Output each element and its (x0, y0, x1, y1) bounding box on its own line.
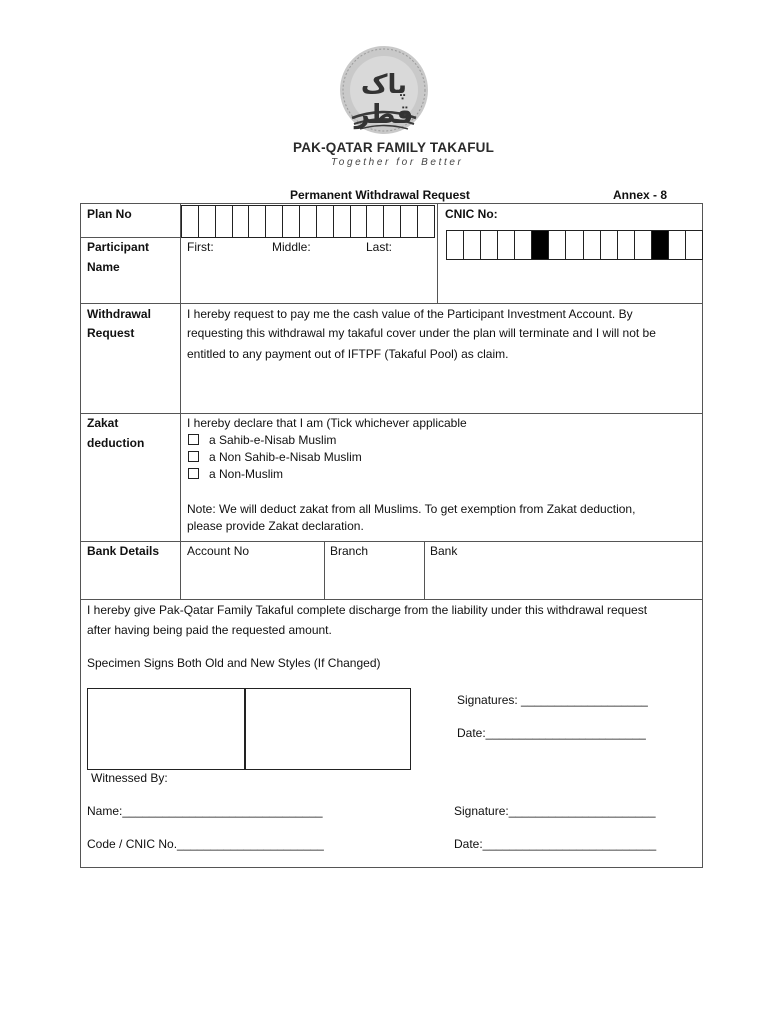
character-cell[interactable] (447, 231, 464, 259)
zakat-option-sahib-e-nisab[interactable]: a Sahib-e-Nisab Muslim (188, 430, 336, 450)
character-cell[interactable] (384, 206, 401, 237)
zakat-option-non-muslim[interactable]: a Non-Muslim (188, 464, 283, 484)
cnic-cells[interactable] (446, 230, 703, 260)
specimen-signature-box-new[interactable] (244, 688, 411, 770)
participant-label-2: Name (87, 260, 120, 274)
withdrawal-label-2: Request (87, 326, 135, 340)
bank-field[interactable]: Bank (430, 544, 458, 558)
character-cell[interactable] (584, 231, 601, 259)
zakat-label-1: Zakat (87, 416, 119, 430)
table-border-top (80, 203, 703, 204)
bank-divider-bank (424, 541, 425, 600)
zakat-declaration-text: I hereby declare that I am (Tick whichever applicable (187, 416, 467, 430)
character-cell[interactable] (300, 206, 317, 237)
withdrawal-label-1: Withdrawal (87, 307, 151, 321)
character-cell[interactable] (317, 206, 334, 237)
logo-script-text: پاک قطر (354, 70, 414, 130)
date-field-1[interactable]: Date:________________________ (457, 726, 646, 740)
witness-name-field[interactable]: Name:______________________________ (87, 804, 323, 818)
character-cell[interactable] (566, 231, 583, 259)
character-cell[interactable] (618, 231, 635, 259)
character-cell[interactable] (233, 206, 250, 237)
witness-signature-field[interactable]: Signature:______________________ (454, 804, 656, 818)
character-cell[interactable] (669, 231, 686, 259)
signatures-field[interactable]: Signatures: ___________________ (457, 693, 648, 707)
character-cell[interactable] (351, 206, 368, 237)
zakat-label-2: deduction (87, 436, 145, 450)
character-cell[interactable] (367, 206, 384, 237)
character-cell[interactable] (481, 231, 498, 259)
character-cell[interactable] (216, 206, 233, 237)
company-tagline: Together for Better (331, 157, 464, 168)
specimen-signature-box-old[interactable] (87, 688, 246, 770)
character-cell[interactable] (532, 231, 549, 259)
branch-field[interactable]: Branch (330, 544, 369, 558)
character-cell[interactable] (266, 206, 283, 237)
specimen-signs-label: Specimen Signs Both Old and New Styles (If Changed) (87, 656, 381, 670)
character-cell[interactable] (549, 231, 566, 259)
character-cell[interactable] (182, 206, 199, 237)
bank-details-label: Bank Details (87, 544, 160, 558)
row-divider-zakat (80, 541, 703, 542)
company-name: PAK-QATAR FAMILY TAKAFUL (293, 140, 495, 155)
character-cell[interactable] (249, 206, 266, 237)
middle-name-label[interactable]: Middle: (272, 240, 311, 254)
checkbox-icon[interactable] (188, 434, 199, 445)
bank-divider-branch (324, 541, 325, 600)
zakat-note-line-2: please provide Zakat declaration. (187, 519, 364, 533)
cnic-label: CNIC No: (445, 207, 498, 221)
date-field-2[interactable]: Date:__________________________ (454, 837, 657, 851)
plan-no-label: Plan No (87, 207, 132, 221)
character-cell[interactable] (515, 231, 532, 259)
participant-label-1: Participant (87, 240, 150, 254)
character-cell[interactable] (498, 231, 515, 259)
withdrawal-text-line-3: entitled to any payment out of IFTPF (Takaful Pool) as claim. (187, 347, 509, 361)
discharge-text-line-1: I hereby give Pak-Qatar Family Takaful complete discharge from the liability under this withdrawal request (87, 603, 648, 617)
character-cell[interactable] (418, 206, 434, 237)
table-border-bottom (80, 867, 703, 868)
discharge-text-line-2: after having being paid the requested amount. (87, 623, 332, 637)
withdrawal-text-line-1: I hereby request to pay me the cash value of the Participant Investment Account. By (187, 307, 633, 321)
character-cell[interactable] (199, 206, 216, 237)
annex-label: Annex - 8 (613, 188, 668, 202)
checkbox-icon[interactable] (188, 468, 199, 479)
cnic-column-divider (437, 203, 438, 303)
character-cell[interactable] (464, 231, 481, 259)
character-cell[interactable] (601, 231, 618, 259)
witness-code-cnic-field[interactable]: Code / CNIC No.______________________ (87, 837, 324, 851)
character-cell[interactable] (635, 231, 652, 259)
character-cell[interactable] (686, 231, 702, 259)
character-cell[interactable] (652, 231, 669, 259)
zakat-option-non-sahib-e-nisab[interactable]: a Non Sahib-e-Nisab Muslim (188, 447, 362, 467)
first-name-label[interactable]: First: (187, 240, 214, 254)
withdrawal-text-line-2: requesting this withdrawal my takaful cover under the plan will terminate and I will not be (187, 326, 656, 340)
form-title: Permanent Withdrawal Request (290, 188, 470, 202)
character-cell[interactable] (283, 206, 300, 237)
last-name-label[interactable]: Last: (366, 240, 393, 254)
checkbox-icon[interactable] (188, 451, 199, 462)
plan-no-cells[interactable] (181, 205, 435, 238)
witnessed-by-label: Witnessed By: (91, 771, 168, 785)
account-no-field[interactable]: Account No (187, 544, 250, 558)
character-cell[interactable] (334, 206, 351, 237)
zakat-note-line-1: Note: We will deduct zakat from all Muslims. To get exemption from Zakat deduction, (187, 502, 636, 516)
character-cell[interactable] (401, 206, 418, 237)
company-logo (334, 40, 434, 140)
